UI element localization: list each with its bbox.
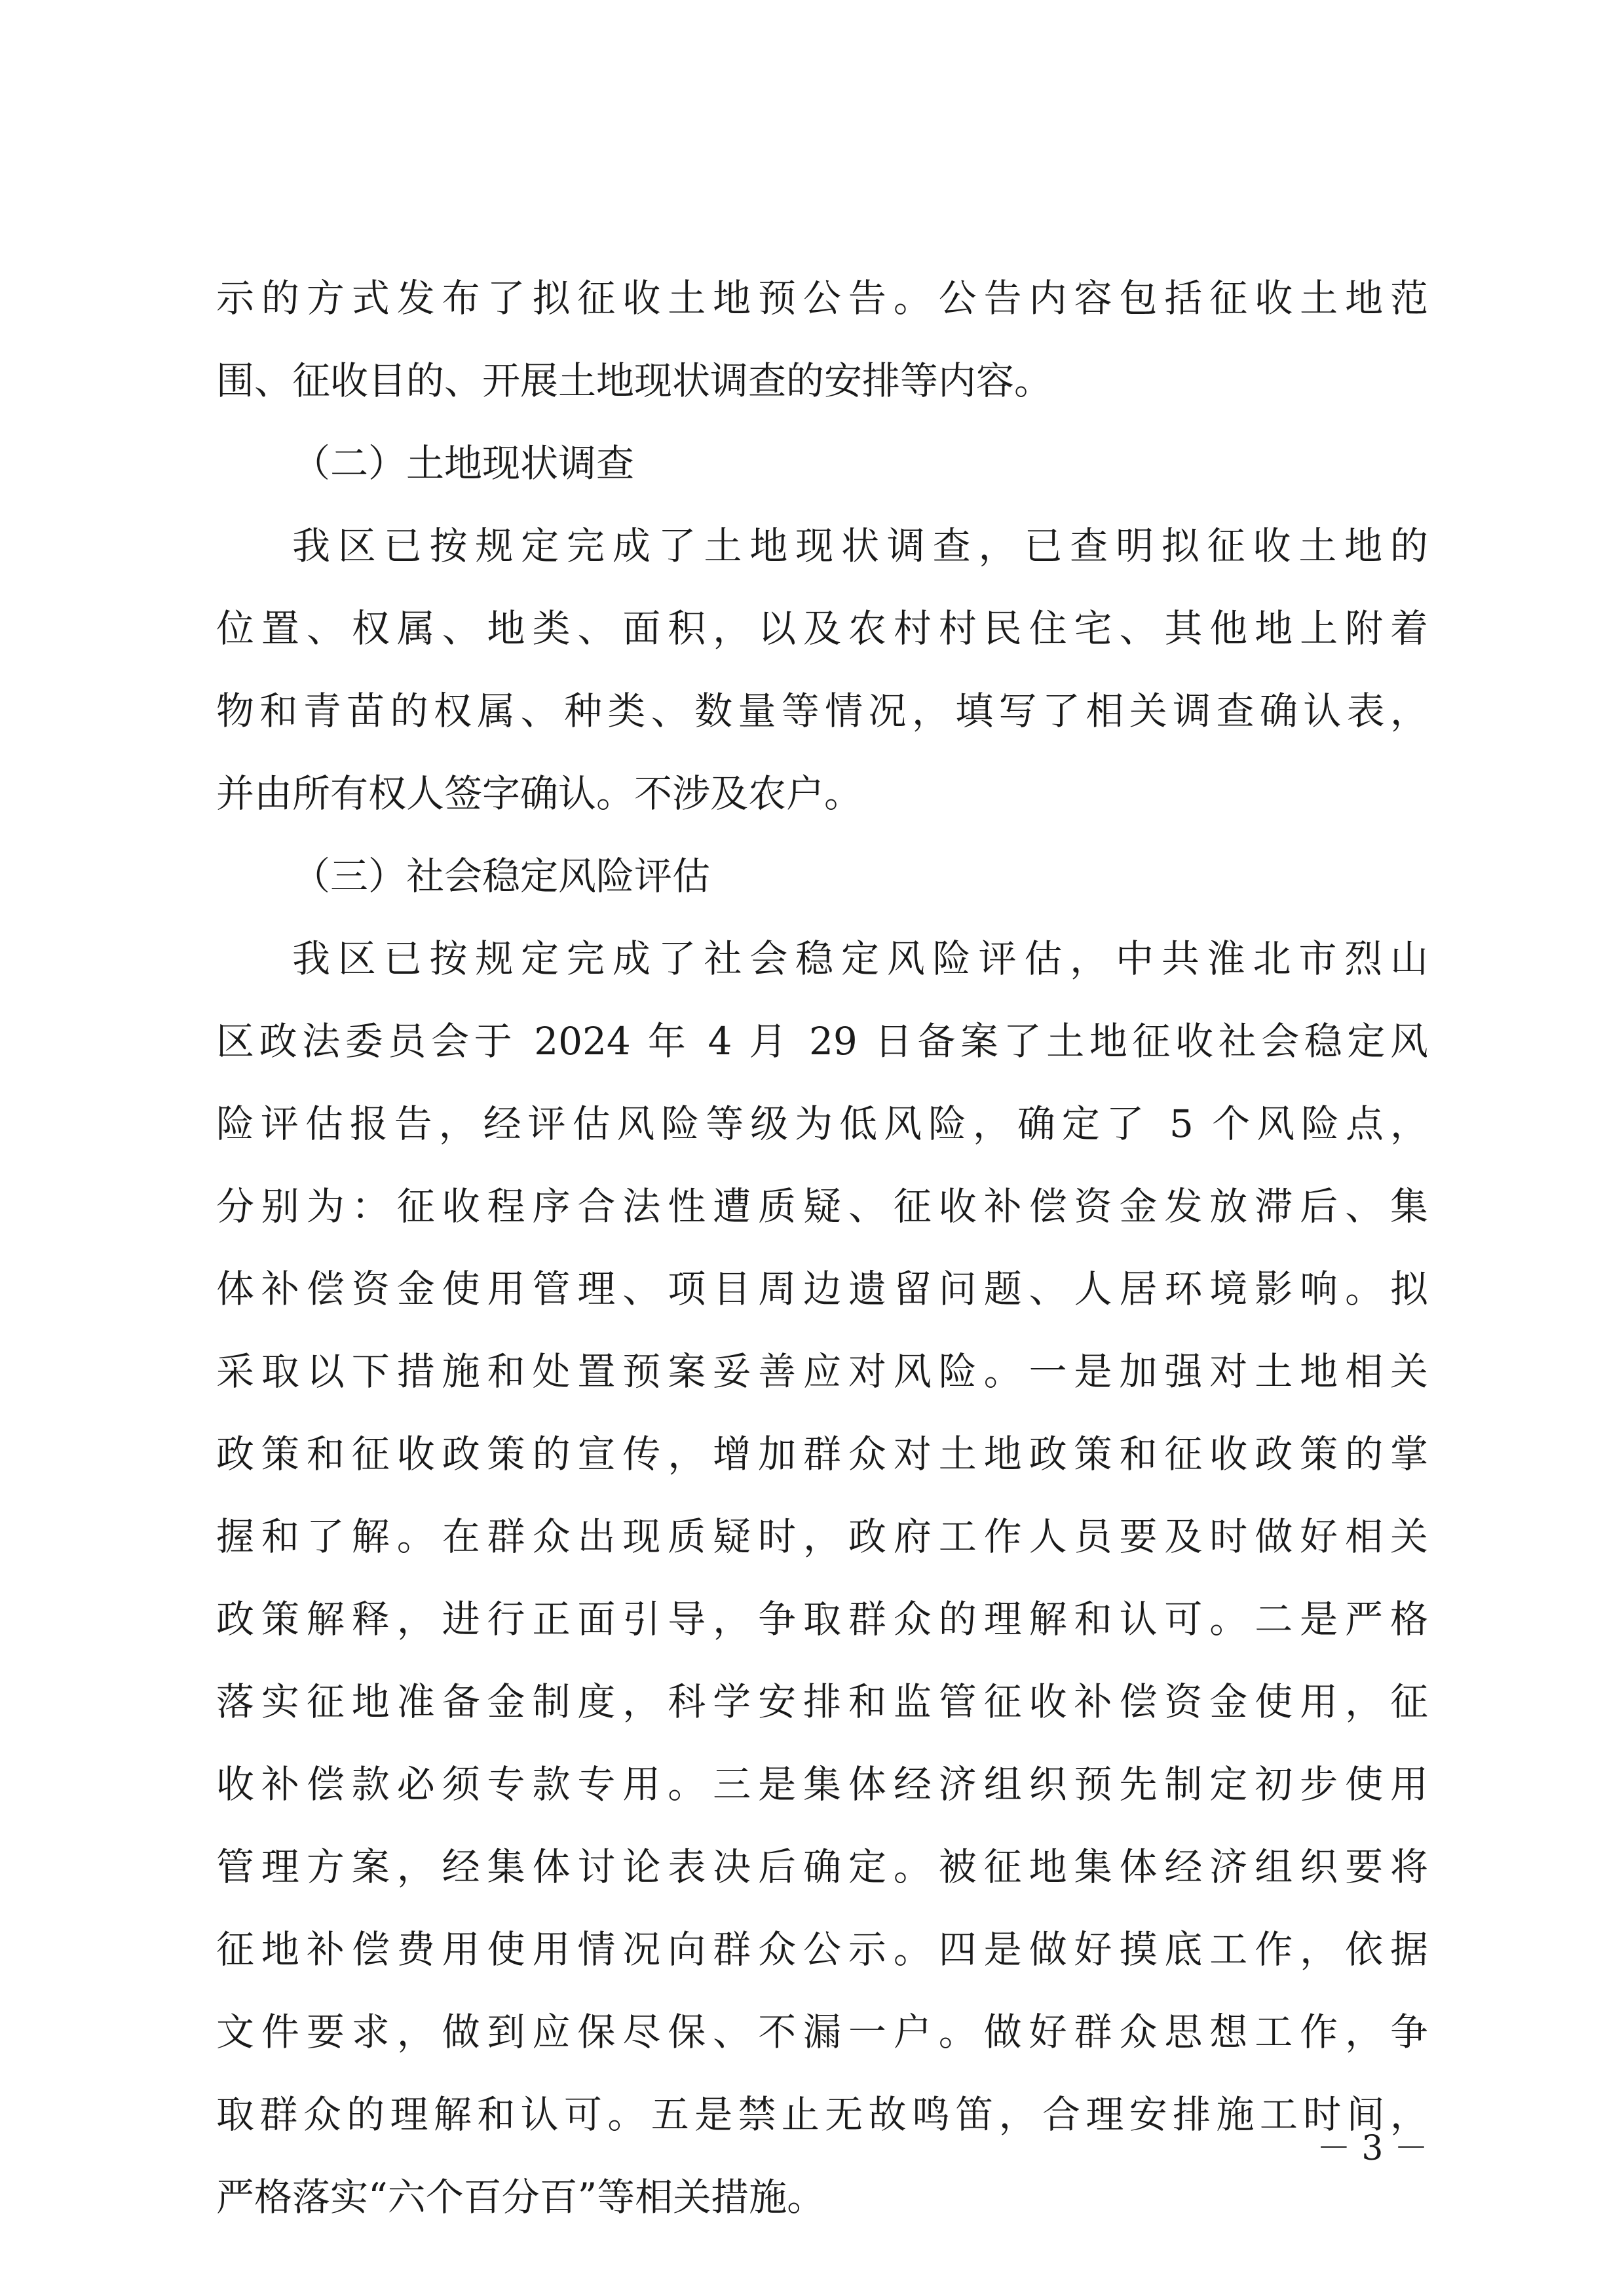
paragraph-line: 取群众的理解和认可。五是禁止无故鸣笛，合理安排施工时间， — [216, 2092, 1428, 2137]
page-number: － 3 － — [1316, 2129, 1428, 2168]
paragraph-line: 体补偿资金使用管理、项目周边遗留问题、人居环境影响。拟 — [216, 1267, 1428, 1311]
paragraph-line: 我区已按规定完成了土地现状调查，已查明拟征收土地的 — [292, 524, 1428, 568]
paragraph-line: 分别为：征收程序合法性遭质疑、征收补偿资金发放滞后、集 — [216, 1184, 1428, 1229]
section-heading-land-survey: （二）土地现状调查 — [292, 441, 635, 486]
paragraph-line: 严格落实“六个百分百”等相关措施。 — [216, 2175, 825, 2219]
document-body — [216, 257, 1428, 2238]
section-heading-risk-assessment: （三）社会稳定风险评估 — [292, 854, 711, 898]
paragraph-line: 物和青苗的权属、种类、数量等情况，填写了相关调查确认表， — [216, 689, 1428, 733]
paragraph-line: 险评估报告，经评估风险等级为低风险，确定了 5 个风险点， — [216, 1101, 1428, 1146]
paragraph-line: 我区已按规定完成了社会稳定风险评估，中共淮北市烈山 — [292, 936, 1428, 981]
paragraph-line: 收补偿款必须专款专用。三是集体经济组织预先制定初步使用 — [216, 1762, 1428, 1807]
paragraph-line: 握和了解。在群众出现质疑时，政府工作人员要及时做好相关 — [216, 1514, 1428, 1559]
paragraph-line: 示的方式发布了拟征收土地预公告。公告内容包括征收土地范 — [216, 276, 1428, 320]
paragraph-line: 政策解释，进行正面引导，争取群众的理解和认可。二是严格 — [216, 1597, 1428, 1641]
paragraph-line: 文件要求，做到应保尽保、不漏一户。做好群众思想工作，争 — [216, 2010, 1428, 2054]
paragraph-line: 位置、权属、地类、面积，以及农村村民住宅、其他地上附着 — [216, 606, 1428, 651]
paragraph-line: 管理方案，经集体讨论表决后确定。被征地集体经济组织要将 — [216, 1845, 1428, 1889]
paragraph-line: 并由所有权人签字确认。不涉及农户。 — [216, 771, 863, 816]
paragraph-line: 落实征地准备金制度，科学安排和监管征收补偿资金使用，征 — [216, 1679, 1428, 1724]
paragraph-line: 征地补偿费用使用情况向群众公示。四是做好摸底工作，依据 — [216, 1927, 1428, 1972]
paragraph-line: 区政法委员会于 2024 年 4 月 29 日备案了土地征收社会稳定风 — [216, 1019, 1428, 1063]
paragraph-line: 围、征收目的、开展土地现状调查的安排等内容。 — [216, 358, 1053, 403]
paragraph-line: 政策和征收政策的宣传，增加群众对土地政策和征收政策的掌 — [216, 1432, 1428, 1476]
paragraph-line: 采取以下措施和处置预案妥善应对风险。一是加强对土地相关 — [216, 1349, 1428, 1394]
